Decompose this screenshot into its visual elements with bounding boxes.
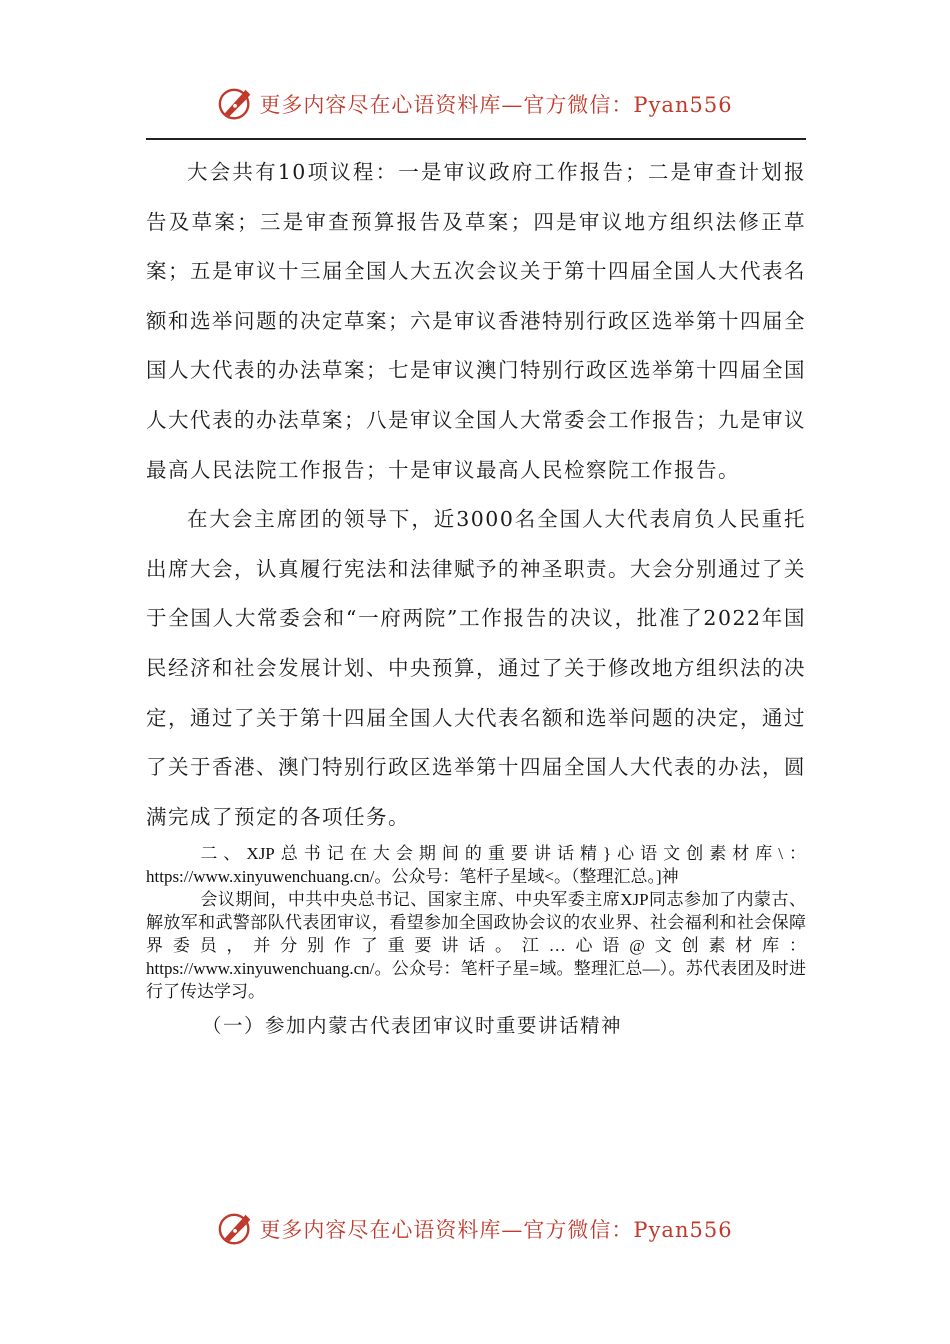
agenda-paragraph: 大会共有10项议程：一是审议政府工作报告；二是审查计划报告及草案；三是审查预算报告及草案；四是审议地方组织法修正草案；五是审议十三届全国人大五次会议关于第十四届全国人大代表名额和选举问题的决定草案；六是审议香港特别行政区选举第十四届全国人大代表的办法草案；七是审议澳门特别行政区选举第十四届全国人大代表的办法草案；八是审议全国人大常委会工作报告；九是审议最高人民法院工作报告；十是审议最高人民检察院工作报告。 <box>146 160 806 482</box>
pen-nib-logo-icon <box>217 1210 255 1248</box>
subsection-heading: （一）参加内蒙古代表团审议时重要讲话精神 <box>202 1014 623 1038</box>
footer-banner <box>0 1207 950 1251</box>
header-banner <box>0 82 950 126</box>
meeting-paragraph: 会议期间，中共中央总书记、国家主席、中央军委主席XJP同志参加了内蒙古、解放军和武警部队代表团审议，看望参加全国政协会议的农业界、社会福利和社会保障界委员，并分别作了重要讲话。江…心语@文创素材库：https://www.xinyuwenchuang.cn/。公众号：笔杆子星=域。整理汇总—）。苏代表团及时进行了传达学习。 <box>146 890 806 1002</box>
pen-nib-logo-icon <box>217 85 255 123</box>
section-two-heading: 二、XJP总书记在大会期间的重要讲话精}心语文创素材库\：https://www.xinyuwenchuang.cn/。公众号：笔杆子星域<。（整理汇总。]神 <box>146 844 806 887</box>
outcome-paragraph: 在大会主席团的领导下，近3000名全国人大代表肩负人民重托出席大会，认真履行宪法和法律赋予的神圣职责。大会分别通过了关于全国人大常委会和“一府两院”工作报告的决议，批准了2022年国民经济和社会发展计划、中央预算，通过了关于修改地方组织法的决定，通过了关于第十四届全国人大代表名额和选举问题的决定，通过了关于香港、澳门特别行政区选举第十四届全国人大代表的办法，圆满完成了预定的各项任务。 <box>146 507 806 829</box>
footer-banner-text: 更多内容尽在心语资料库—官方微信：Pyan556 <box>259 1218 733 1242</box>
header-divider <box>146 138 806 140</box>
header-banner-text: 更多内容尽在心语资料库—官方微信：Pyan556 <box>259 93 733 117</box>
document-body <box>146 148 806 1041</box>
